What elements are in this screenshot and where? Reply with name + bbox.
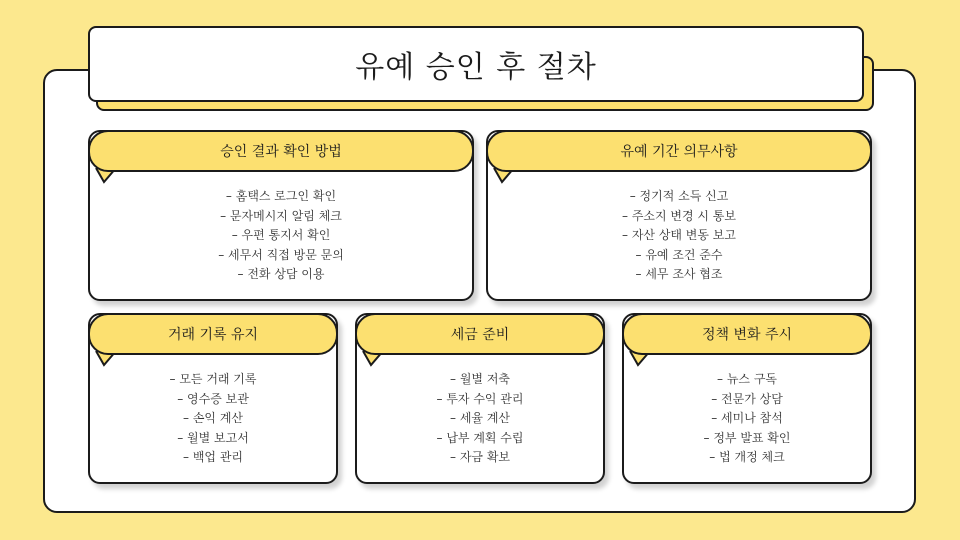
card-transaction-records [88,313,338,484]
card-title: 세금 준비 [450,327,510,343]
card-item-list [357,370,603,468]
card-header [88,313,338,355]
list-item: – 정기적 소득 신고 [629,189,729,203]
card-header [486,130,872,172]
card-policy-watch [622,313,872,484]
list-item: – 전화 상담 이용 [237,267,325,281]
list-item: – 납부 계획 수립 [436,430,524,445]
list-item: – 주소지 변경 시 통보 [622,208,736,223]
list-item: – 정부 발표 확인 [703,430,791,445]
list-item: – 월별 보고서 [177,430,249,445]
list-item: – 세미나 참석 [711,411,783,425]
card-title: 승인 결과 확인 방법 [220,144,342,160]
page-title: 유예 승인 후 절차 [355,50,597,85]
card-deferral-obligations [486,130,872,301]
list-item: – 손익 계산 [183,411,243,425]
card-header [355,313,605,355]
list-item: – 자금 확보 [450,450,510,464]
list-item: – 세무 조사 협조 [635,267,723,281]
list-item: – 뉴스 구독 [717,372,777,386]
title-banner [88,26,864,102]
card-item-list [488,187,870,285]
list-item: – 문자메시지 알림 체크 [220,208,342,223]
list-item: – 법 개정 체크 [709,450,785,464]
card-tax-preparation [355,313,605,484]
card-item-list [624,370,870,468]
card-title: 정책 변화 주시 [701,327,793,343]
card-title: 유예 기간 의무사항 [620,144,738,160]
list-item: – 자산 상태 변동 보고 [622,228,736,242]
list-item: – 우편 통지서 확인 [231,228,331,242]
list-item: – 월별 저축 [450,372,510,386]
list-item: – 세율 계산 [450,411,510,425]
card-approval-check [88,130,474,301]
list-item: – 세무서 직접 방문 문의 [218,247,344,262]
card-header [88,130,474,172]
list-item: – 영수증 보관 [177,391,249,406]
card-header [622,313,872,355]
list-item: – 전문가 상담 [711,391,783,406]
list-item: – 모든 거래 기록 [169,372,257,386]
card-item-list [90,187,472,285]
list-item: – 유예 조건 준수 [635,247,723,262]
list-item: – 홈택스 로그인 확인 [225,189,337,203]
card-title: 거래 기록 유지 [167,327,259,343]
list-item: – 백업 관리 [183,450,243,464]
list-item: – 투자 수익 관리 [436,391,524,406]
card-item-list [90,370,336,468]
